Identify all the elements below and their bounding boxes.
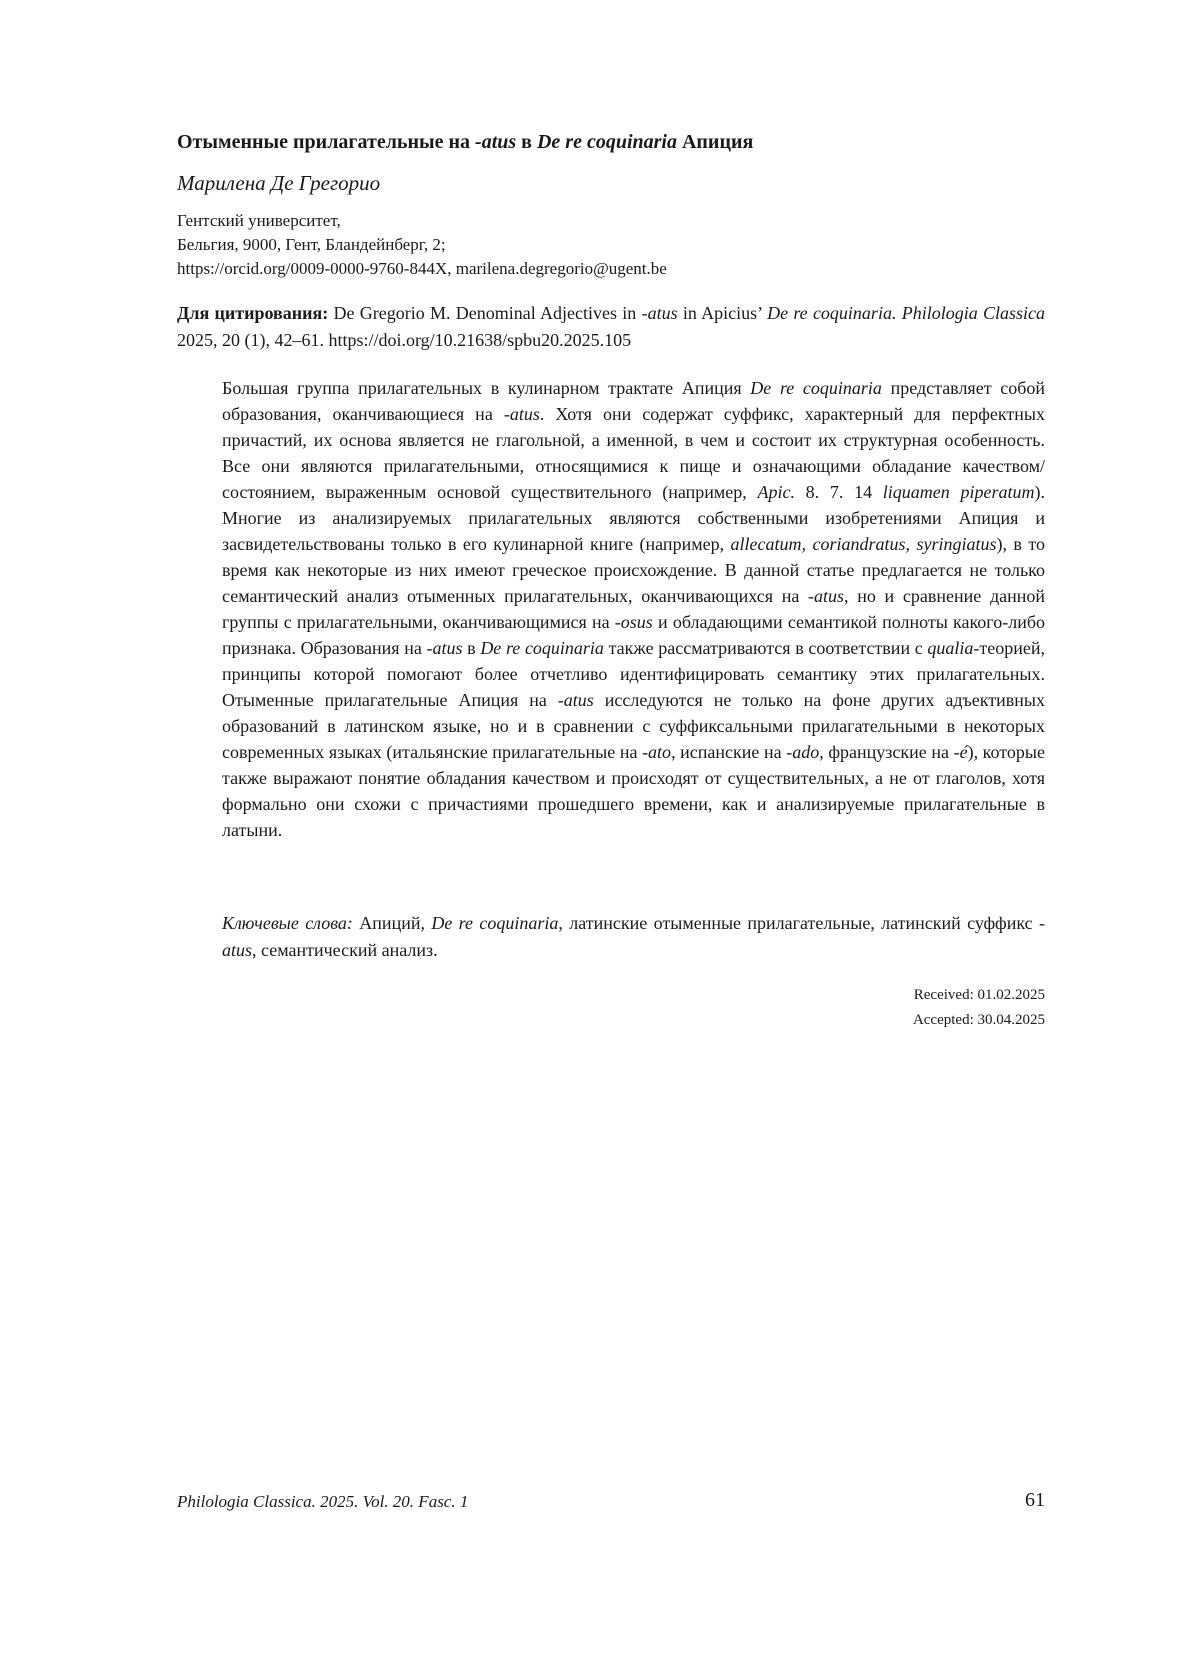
- affiliation-university: Гентский университет,: [177, 211, 341, 230]
- citation-label: Для цитирования:: [177, 303, 329, 323]
- keywords: Ключевые слова: Апиций, De re coquinaria, латинские отыменные прилагательные, латинский суффикс -atus, семантический анализ.: [222, 913, 1045, 960]
- submission-dates: [913, 983, 1045, 1033]
- received-date: Received: 01.02.2025: [913, 987, 1045, 1003]
- article-title: Отыменные прилагательные на -atus в De re coquinaria Апиция: [177, 131, 754, 153]
- citation-journal: Philologia Classica: [901, 303, 1046, 323]
- keywords-label: Ключевые слова:: [222, 913, 353, 933]
- affiliation-address: Бельгия, 9000, Гент, Бландейнберг, 2;: [177, 235, 446, 254]
- affiliation-orcid-email[interactable]: https://orcid.org/0009-0000-9760-844X, marilena.degregorio@ugent.be: [177, 259, 667, 278]
- page-number: 61: [1025, 1489, 1045, 1511]
- abstract-text: Большая группа прилагательных в кулинарном трактате Апиция De re coquinaria представляет собой образования, оканчивающиеся на -atus. Хотя они содержат суффикс, характерный для перфектных причастий, их основа является не глагольной, а именной, в чем и состоит их структурная особенность. Все они являются прилагательными, относящимися к пище и означающими обладание качеством/состоянием, выраженным основой существительного (например, Apic. 8. 7. 14 liquamen piperatum). Многие из анализируемых прилагательных являются собственными изобретениями Апиция и засвидетельствованы только в его кулинарной книге (например, allecatum, coriandratus, syringiatus), в то время как некоторые из них имеют греческое происхождение. В данной статье предлагается не только семантический анализ отыменных прилагательных, оканчивающихся на -atus, но и сравнение данной группы с прилагательными, оканчивающимися на -osus и обладающими семантикой полноты какого-либо признака. Образования на -atus в De re coquinaria также рассматриваются в соответствии с qualia-теорией, принципы которой помогают более отчетливо идентифицировать семантику этих прилагательных. Отыменные прилагательные Апиция на -atus исследуются не только на фоне других адъективных образований в латинском языке, но и в сравнении с суффиксальными прилагательными в некоторых современных языках (итальянские прилагательные на -ato, испанские на -ado, французские на -é), которые также выражают понятие обладания качеством и происходят от существительных, а не от глаголов, хотя формально они схожи с причастиями прошедшего времени, как и анализируемые прилагательные в латыни.: [222, 378, 1046, 840]
- citation-doi[interactable]: 2025, 20 (1), 42–61. https://doi.org/10.21638/spbu20.2025.105: [177, 330, 632, 350]
- citation-block: Для цитирования: De Gregorio M. Denominal Adjectives in -atus in Apicius’ De re coquinaria. Philologia Classica 2025, 20 (1), 42–61. https://doi.org/10.21638/spbu20.2025.105: [177, 303, 1046, 350]
- footer-journal: Philologia Classica. 2025. Vol. 20. Fasc. 1: [177, 1492, 469, 1511]
- author-name: Марилена Де Грегорио: [177, 171, 381, 195]
- author-affiliation: [177, 209, 1037, 281]
- accepted-date: Accepted: 30.04.2025: [912, 1012, 1045, 1028]
- abstract: [222, 375, 1045, 843]
